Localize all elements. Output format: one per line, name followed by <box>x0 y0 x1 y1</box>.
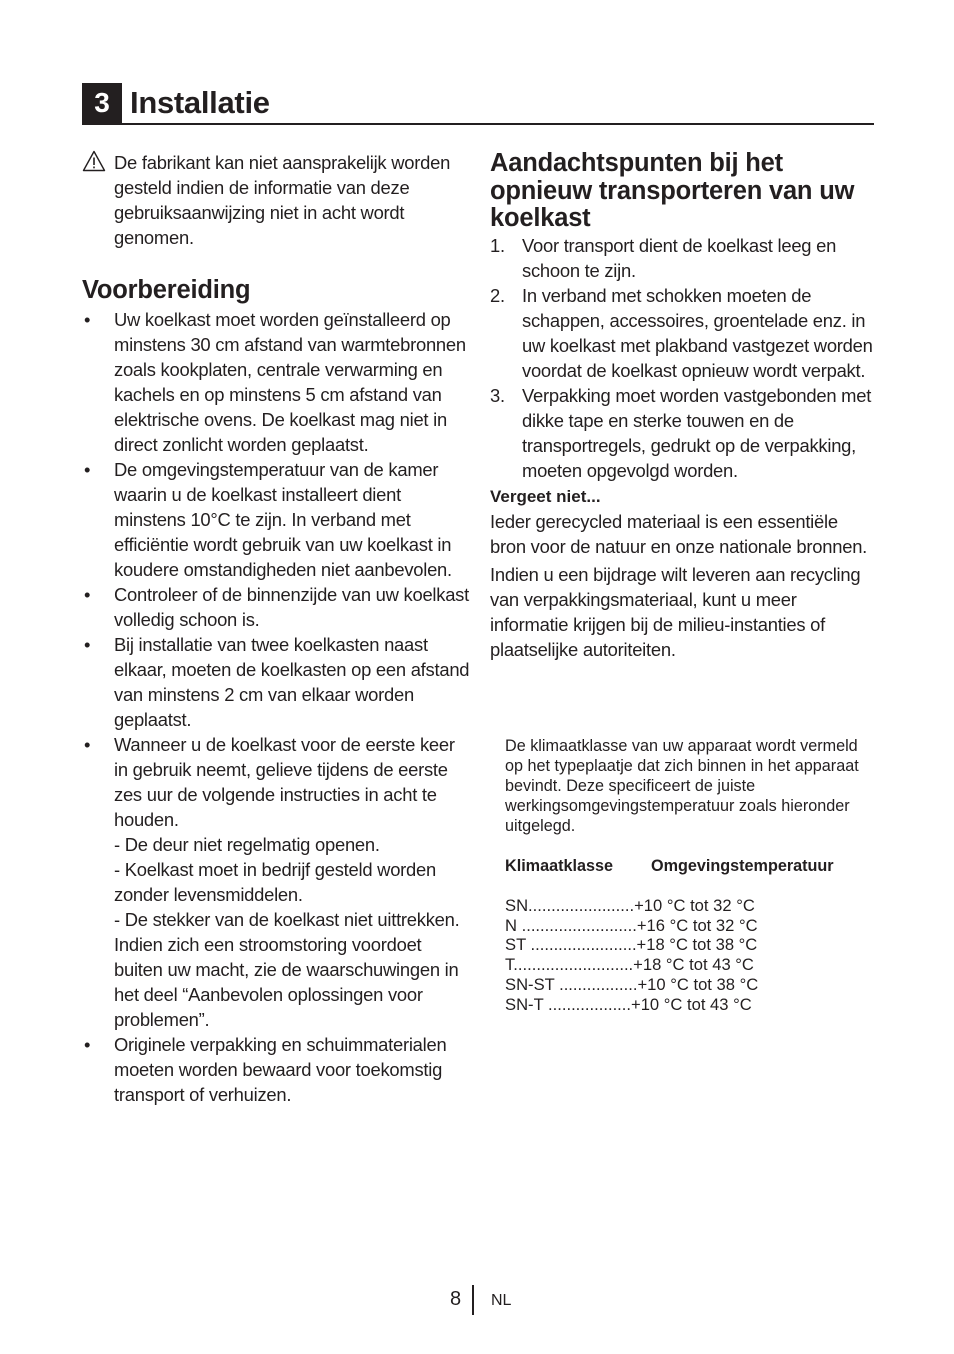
transport-heading: Aandachtspunten bij het opnieuw transporteren van uw koelkast <box>490 149 855 232</box>
list-item-text: De omgevingstemperatuur van de kamer waarin u de koelkast installeert dient minstens 10°C te zijn. In verband met efficiëntie wordt gebruik van uw koelkast in koudere omstandigheden niet aanbevolen. <box>114 458 452 580</box>
remember-label: Vergeet niet... <box>490 486 601 506</box>
page-footer <box>440 1284 540 1316</box>
recycling-info-paragraph: Indien u een bijdrage wilt leveren aan recycling van verpakkingsmateriaal, kunt u meer informatie krijgen bij de milieu-instanties of plaatselijke autoriteiten. <box>490 563 861 660</box>
list-item <box>82 1032 470 1107</box>
bullet: • <box>84 308 91 330</box>
section-number: 3 <box>82 83 122 123</box>
item-number: 3. <box>490 384 505 406</box>
climate-intro: De klimaatklasse van uw apparaat wordt vermeld op het typeplaatje dat zich binnen in het apparaat bevindt. Deze specificeert de juiste werkingsomgevingstemperatuur zoals hieronder uitgelegd. <box>505 737 859 835</box>
list-item <box>82 307 470 457</box>
climate-row: T..........................+18 °C tot 43 °C <box>505 955 754 975</box>
climate-class-box <box>505 736 875 1014</box>
bullet: • <box>84 583 91 605</box>
climate-row: ST .......................+18 °C tot 38 °C <box>505 935 758 955</box>
climate-table-header <box>505 856 875 876</box>
section-header <box>82 83 874 125</box>
bullet: • <box>84 1033 91 1055</box>
climate-row: SN-T ..................+10 °C tot 43 °C <box>505 994 752 1014</box>
bullet: • <box>84 733 91 755</box>
list-item <box>82 582 470 632</box>
sub-instruction: - De stekker van de koelkast niet uittrekken. Indien zich een stroomstoring voordoet buiten uw macht, zie de waarschuwingen in het deel “Aanbevolen oplossingen voor problemen”. <box>114 908 460 1030</box>
left-column <box>82 150 470 1107</box>
section-title: Installatie <box>130 85 270 120</box>
ambient-temperature-column: Omgevingstemperatuur <box>651 857 834 875</box>
climate-table <box>505 896 875 1014</box>
list-item-text: Uw koelkast moet worden geïnstalleerd op minstens 30 cm afstand van warmtebronnen zoals kookplaten, centrale verwarming en kachels en op minstens 5 cm afstand van elektrische ovens. De koelkast mag niet in direct zonlicht worden geplaatst. <box>114 308 466 455</box>
sub-instruction: - De deur niet regelmatig openen. <box>114 833 380 855</box>
sub-instruction: - Koelkast moet in bedrijf gesteld worden zonder levensmiddelen. <box>114 858 436 905</box>
list-item <box>490 233 876 283</box>
list-item <box>490 283 876 383</box>
list-item <box>82 632 470 732</box>
warning-notice <box>82 150 470 250</box>
list-item <box>490 383 876 483</box>
list-item <box>82 457 470 582</box>
footer-divider <box>472 1285 474 1315</box>
transport-list <box>490 233 876 483</box>
list-item <box>82 732 470 1032</box>
page-number: 8 <box>450 1288 462 1310</box>
recycling-paragraph: Ieder gerecycled materiaal is een essentiële bron voor de natuur en onze nationale bronnen. <box>490 510 868 557</box>
item-number: 2. <box>490 284 505 306</box>
list-item-text: Voor transport dient de koelkast leeg en schoon te zijn. <box>522 234 837 281</box>
climate-row: SN-ST .................+10 °C tot 38 °C <box>505 974 759 994</box>
climate-row: N .........................+16 °C tot 32 °C <box>505 915 758 935</box>
list-item-text: Controleer of de binnenzijde van uw koelkast volledig schoon is. <box>114 583 469 630</box>
list-item-text: Verpakking moet worden vastgebonden met dikke tape en sterke touwen en de transportregels, gedrukt op de verpakking, moeten opgevolgd worden. <box>522 384 872 481</box>
climate-class-column: Klimaatklasse <box>505 857 613 875</box>
language-code: NL <box>491 1292 512 1309</box>
preparation-heading: Voorbereiding <box>82 276 251 304</box>
bullet: • <box>84 458 91 480</box>
right-column <box>490 150 876 662</box>
item-number: 1. <box>490 234 505 256</box>
list-item-text: Wanneer u de koelkast voor de eerste keer in gebruik neemt, gelieve tijdens de eerste zes uur de volgende instructies in acht te houden. <box>114 733 455 830</box>
list-item-text: Bij installatie van twee koelkasten naast elkaar, moeten de koelkasten op een afstand van minstens 2 cm van elkaar worden geplaatst. <box>114 633 470 730</box>
preparation-list <box>82 307 470 1107</box>
warning-triangle-icon <box>82 150 106 172</box>
list-item-text: In verband met schokken moeten de schappen, accessoires, groentelade enz. in uw koelkast met plakband vastgezet worden voordat de koelkast opnieuw wordt verpakt. <box>522 284 873 381</box>
list-item-text: Originele verpakking en schuimmaterialen moeten worden bewaard voor toekomstig transport of verhuizen. <box>114 1033 447 1105</box>
warning-text: De fabrikant kan niet aansprakelijk worden gesteld indien de informatie van deze gebruiksaanwijzing niet in acht wordt genomen. <box>114 152 451 248</box>
bullet: • <box>84 633 91 655</box>
climate-row: SN.......................+10 °C tot 32 °C <box>505 896 755 915</box>
